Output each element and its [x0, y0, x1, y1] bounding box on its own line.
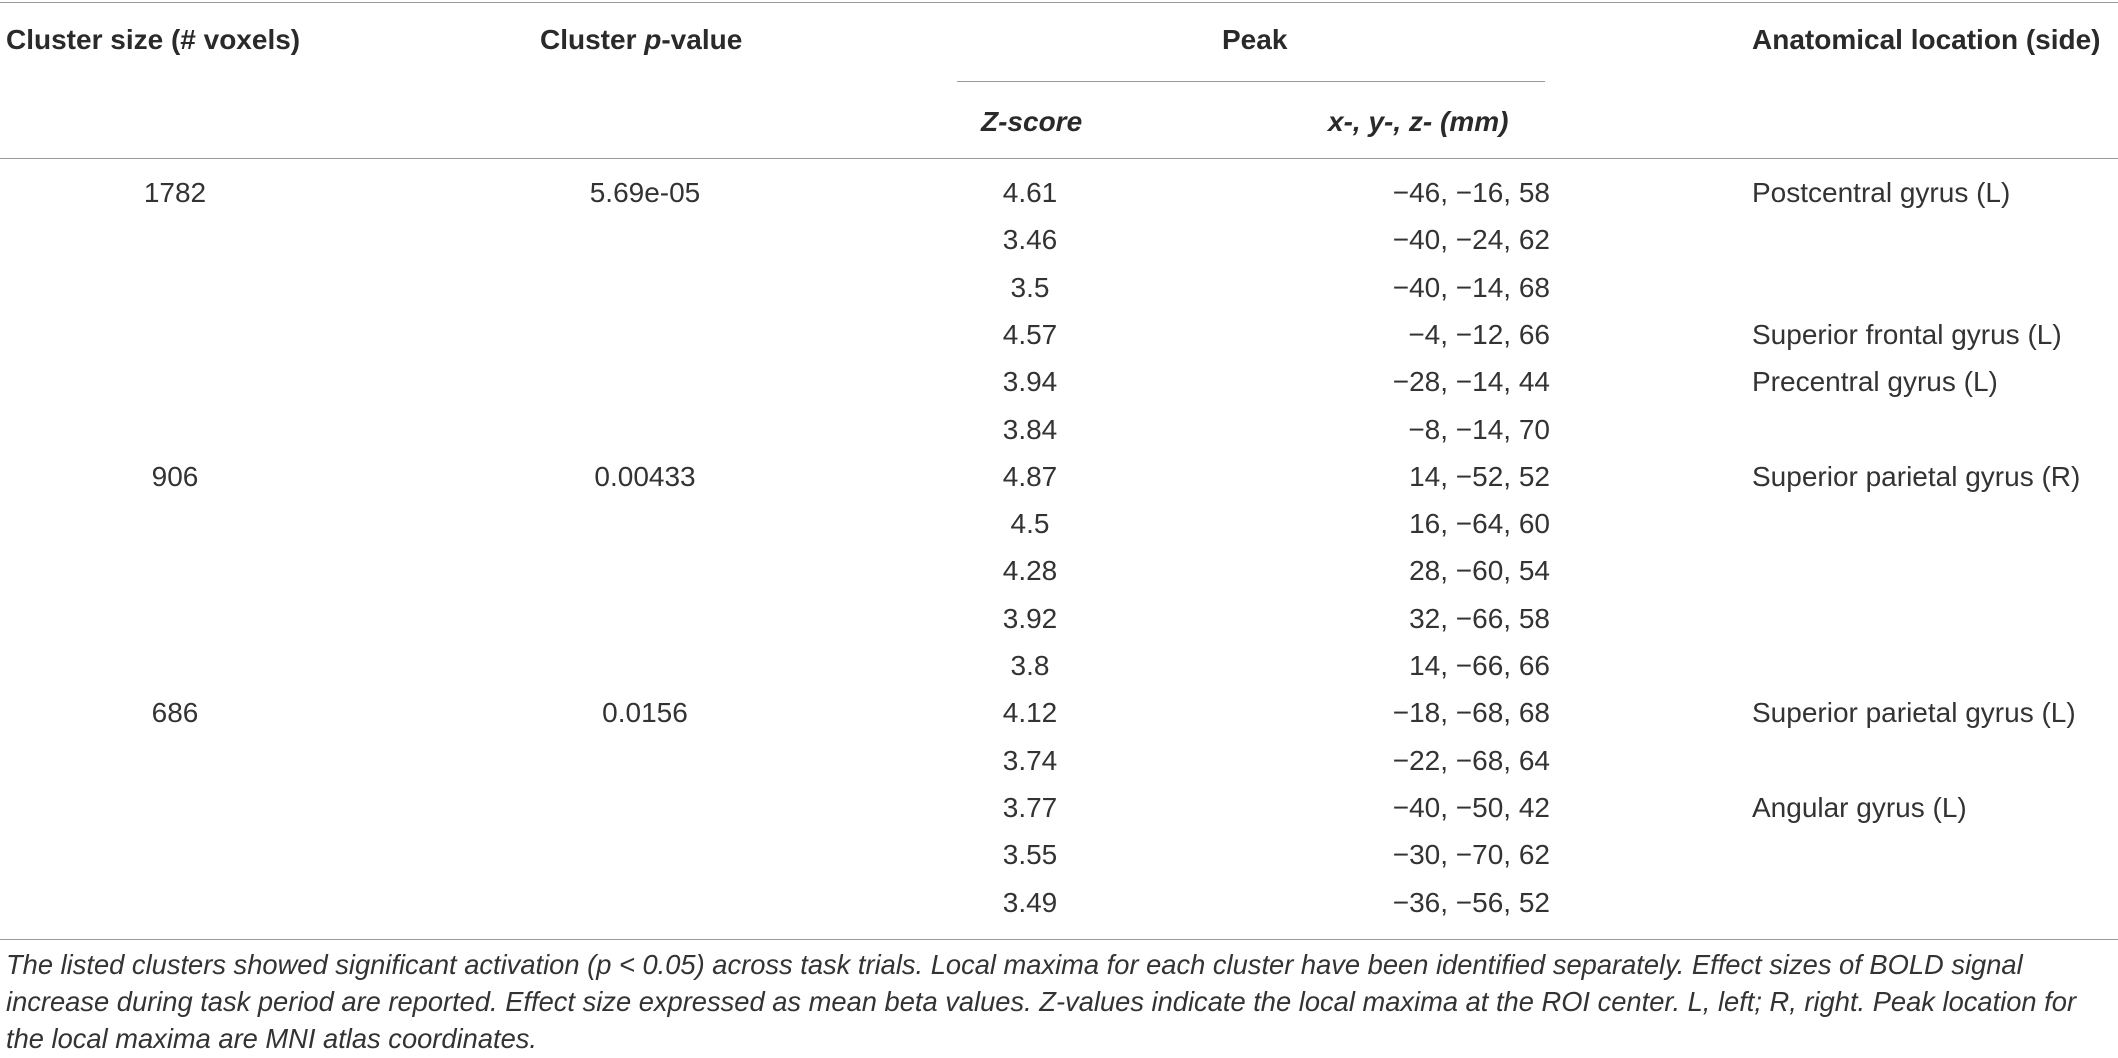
table-footnote: The listed clusters showed significant activation (p < 0.05) across task trials. Local maxima for each cluster have been identified separately. Effect sizes of BOLD signal increase during task period are reported. Effect size expressed as mean beta values. Z-values indicate the local maxima at the ROI center. L, left; R, right. Peak location for the local maxima are MNI atlas coordinates. — [6, 949, 2077, 1054]
header-bottom-rule — [0, 158, 2118, 159]
cell-coordinates: −30, −70, 62 — [1392, 839, 1550, 871]
cell-anatomical-location: Superior parietal gyrus (R) — [1752, 460, 2081, 492]
cell-z-score: 3.8 — [1010, 650, 1050, 681]
cell-coordinates: −8, −14, 70 — [1408, 413, 1550, 445]
cell-coordinates: −36, −56, 52 — [1392, 886, 1550, 918]
cell-z-score: 3.55 — [1002, 839, 1058, 871]
cell-z-score: 4.12 — [1002, 697, 1058, 729]
header-cluster-p-value: Cluster p-value — [540, 24, 743, 55]
cell-z-score: 3.5 — [1010, 271, 1050, 303]
cell-coordinates: −28, −14, 44 — [1392, 366, 1550, 398]
cell-coordinates: −40, −24, 62 — [1392, 224, 1550, 256]
table-bottom-rule — [0, 939, 2118, 940]
header-cluster-size: Cluster size (# voxels) — [6, 24, 301, 55]
header-peak: Peak — [1222, 24, 1288, 55]
cell-coordinates: −4, −12, 66 — [1408, 318, 1550, 350]
cell-cluster-p-value: 0.00433 — [594, 460, 696, 492]
header-coordinates: x-, y-, z- (mm) — [1328, 106, 1509, 137]
cell-cluster-p-value: 5.69e-05 — [589, 177, 701, 208]
cell-z-score: 4.28 — [1002, 555, 1058, 587]
cell-z-score: 4.57 — [1002, 318, 1058, 350]
cell-coordinates: 14, −52, 52 — [1409, 460, 1550, 492]
cell-coordinates: 14, −66, 66 — [1409, 650, 1550, 681]
cell-anatomical-location: Precentral gyrus (L) — [1752, 366, 1998, 398]
cell-z-score: 3.74 — [1002, 744, 1058, 776]
cell-z-score: 4.5 — [1010, 508, 1050, 540]
cell-z-score: 3.46 — [1002, 224, 1058, 256]
cell-z-score: 3.84 — [1002, 413, 1058, 445]
cell-z-score: 3.92 — [1002, 602, 1058, 634]
cell-cluster-size: 686 — [151, 697, 199, 729]
cell-z-score: 4.61 — [1002, 177, 1058, 208]
cell-anatomical-location: Superior parietal gyrus (L) — [1752, 697, 2076, 729]
header-z-score: Z-score — [981, 106, 1083, 137]
cell-cluster-size: 1782 — [143, 177, 207, 208]
cell-anatomical-location: Postcentral gyrus (L) — [1752, 177, 2011, 208]
cell-coordinates: −18, −68, 68 — [1392, 697, 1550, 729]
cell-anatomical-location: Superior frontal gyrus (L) — [1752, 318, 2062, 350]
cell-coordinates: 16, −64, 60 — [1409, 508, 1550, 540]
cell-z-score: 3.77 — [1002, 791, 1058, 823]
cell-coordinates: 32, −66, 58 — [1409, 602, 1550, 634]
cell-coordinates: −22, −68, 64 — [1392, 744, 1550, 776]
cell-coordinates: −40, −50, 42 — [1392, 791, 1550, 823]
header-anatomical-location: Anatomical location (side) — [1752, 24, 2101, 55]
peak-group-rule — [957, 81, 1545, 82]
table-top-rule — [0, 2, 2118, 3]
cell-coordinates: 28, −60, 54 — [1409, 555, 1550, 587]
cell-coordinates: −40, −14, 68 — [1392, 271, 1550, 303]
cell-z-score: 3.49 — [1002, 886, 1058, 918]
cell-anatomical-location: Angular gyrus (L) — [1752, 791, 1967, 823]
cell-cluster-size: 906 — [151, 460, 199, 492]
cell-cluster-p-value: 0.0156 — [602, 697, 688, 729]
cell-coordinates: −46, −16, 58 — [1392, 177, 1550, 208]
cell-z-score: 3.94 — [1002, 366, 1058, 398]
cell-z-score: 4.87 — [1002, 460, 1058, 492]
